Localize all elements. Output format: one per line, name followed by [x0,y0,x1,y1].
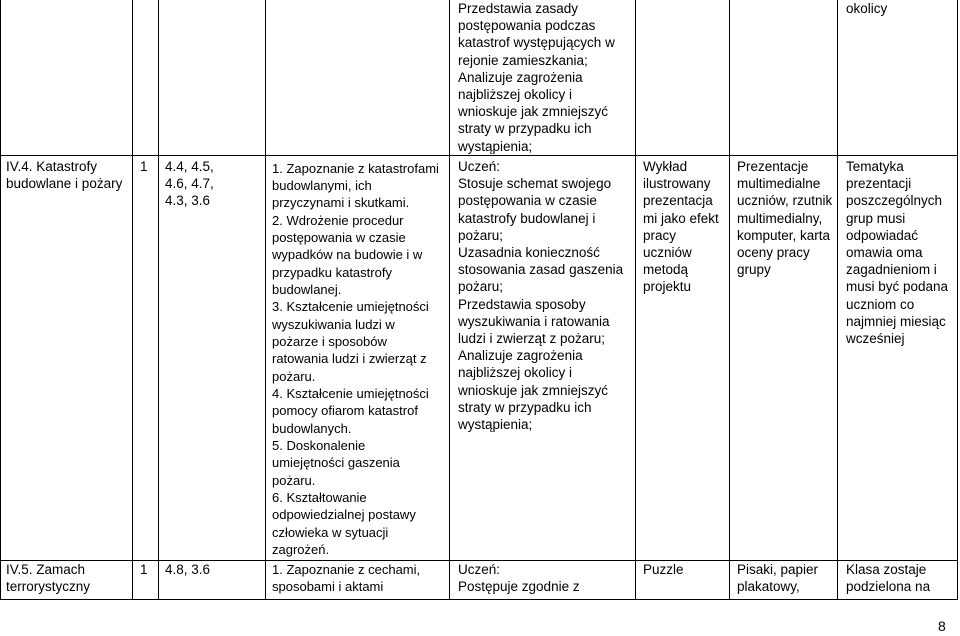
cell-materials [730,0,838,156]
effect-item: Przedstawia sposoby wyszukiwania i ratowania ludzi i zwierząt z pożaru; [458,296,610,347]
cell-goals [266,561,450,600]
methods-text: Puzzle [643,562,684,577]
cell-hours [133,561,159,600]
cell-goals [266,0,450,156]
hours-count: 1 [140,562,148,577]
cell-effects [450,0,636,156]
standards-refs: 4.4, 4.5, 4.6, 4.7, 4.3, 3.6 [165,159,214,209]
hours-count: 1 [140,159,148,174]
goal-item: 5. Doskonalenie umiejętności gaszenia pożaru. [272,438,400,488]
effect-item: Uzasadnia konieczność stosowania zasad gaszenia pożaru; [458,245,624,295]
cell-notes [838,156,958,561]
cell-standards [159,156,266,561]
cell-methods [636,156,730,561]
cell-effects [450,561,636,600]
notes-text: Tematyka prezentacji poszczególnych grup musi odpowiadać omawia oma zagadnieniom i musi być podana uczniom co najmniej miesiąc wcześniej [846,159,949,347]
cell-materials [730,156,838,561]
cell-standards [159,561,266,600]
topic-title: IV.4. Katastrofy budowlane i pożary [6,159,123,192]
goal-item: 4. Kształcenie umiejętności pomocy ofiarom katastrof budowlanych. [272,385,429,436]
standards-refs: 4.8, 3.6 [165,562,211,577]
effect-item: Postępuje zgodnie z [458,579,580,595]
cell-topic [1,156,133,561]
cell-methods [636,561,730,600]
cell-topic [1,561,133,600]
effect-item: Stosuje schemat swojego postępowania w czasie katastrofy budowlanej i pożaru; [458,176,612,243]
topic-title: IV.5. Zamach terrorystyczny [6,562,91,595]
methods-text: Wykład ilustrowany prezentacja mi jako efekt pracy uczniów metodą projektu [643,159,719,295]
cell-materials [730,561,838,600]
goal-item: 1. Zapoznanie z katastrofami budowlanymi, ich przyczynami i skutkami. [272,160,439,211]
goal-item: 1. Zapoznanie z cechami, sposobami i aktami [272,562,421,595]
cell-goals [266,156,450,561]
materials-text: Pisaki, papier plakatowy, [737,562,819,595]
notes-text: Klasa zostaje podzielona na [846,562,931,595]
materials-text: Prezentacje multimedialne uczniów, rzutnik multimedialny, komputer, karta oceny pracy grupy [737,159,833,278]
page-number: 8 [938,618,946,634]
goal-item: 2. Wdrożenie procedur postępowania w czasie wypadków na budowie i w przypadku katastrofy budowlanej. [272,212,423,297]
effect-item: Analizuje zagrożenia najbliższej okolicy i wnioskuje jak zmniejszyć straty w przypadku ich wystąpienia; [458,69,609,154]
effect-item: Przedstawia zasady postępowania podczas katastrof występujących w rejonie zamieszkania; [458,1,615,68]
cell-notes [838,561,958,600]
cell-standards [159,0,266,156]
effects-lead: Uczeń: [458,159,501,174]
cell-topic [1,0,133,156]
cell-effects [450,156,636,561]
cell-methods [636,0,730,156]
effects-lead: Uczeń: [458,562,501,577]
cell-hours [133,156,159,561]
effect-item: Analizuje zagrożenia najbliższej okolicy i wnioskuje jak zmniejszyć straty w przypadku ich wystąpienia; [458,348,609,433]
goal-item: 6. Kształtowanie odpowiedzialnej postawy człowieka w sytuacji zagrożeń. [272,490,416,558]
cell-notes [838,0,958,156]
goal-item: 3. Kształcenie umiejętności wyszukiwania ludzi w pożarze i sposobów ratowania ludzi i zwierząt z pożaru. [272,299,429,384]
notes-text: okolicy [846,1,888,16]
cell-hours [133,0,159,156]
